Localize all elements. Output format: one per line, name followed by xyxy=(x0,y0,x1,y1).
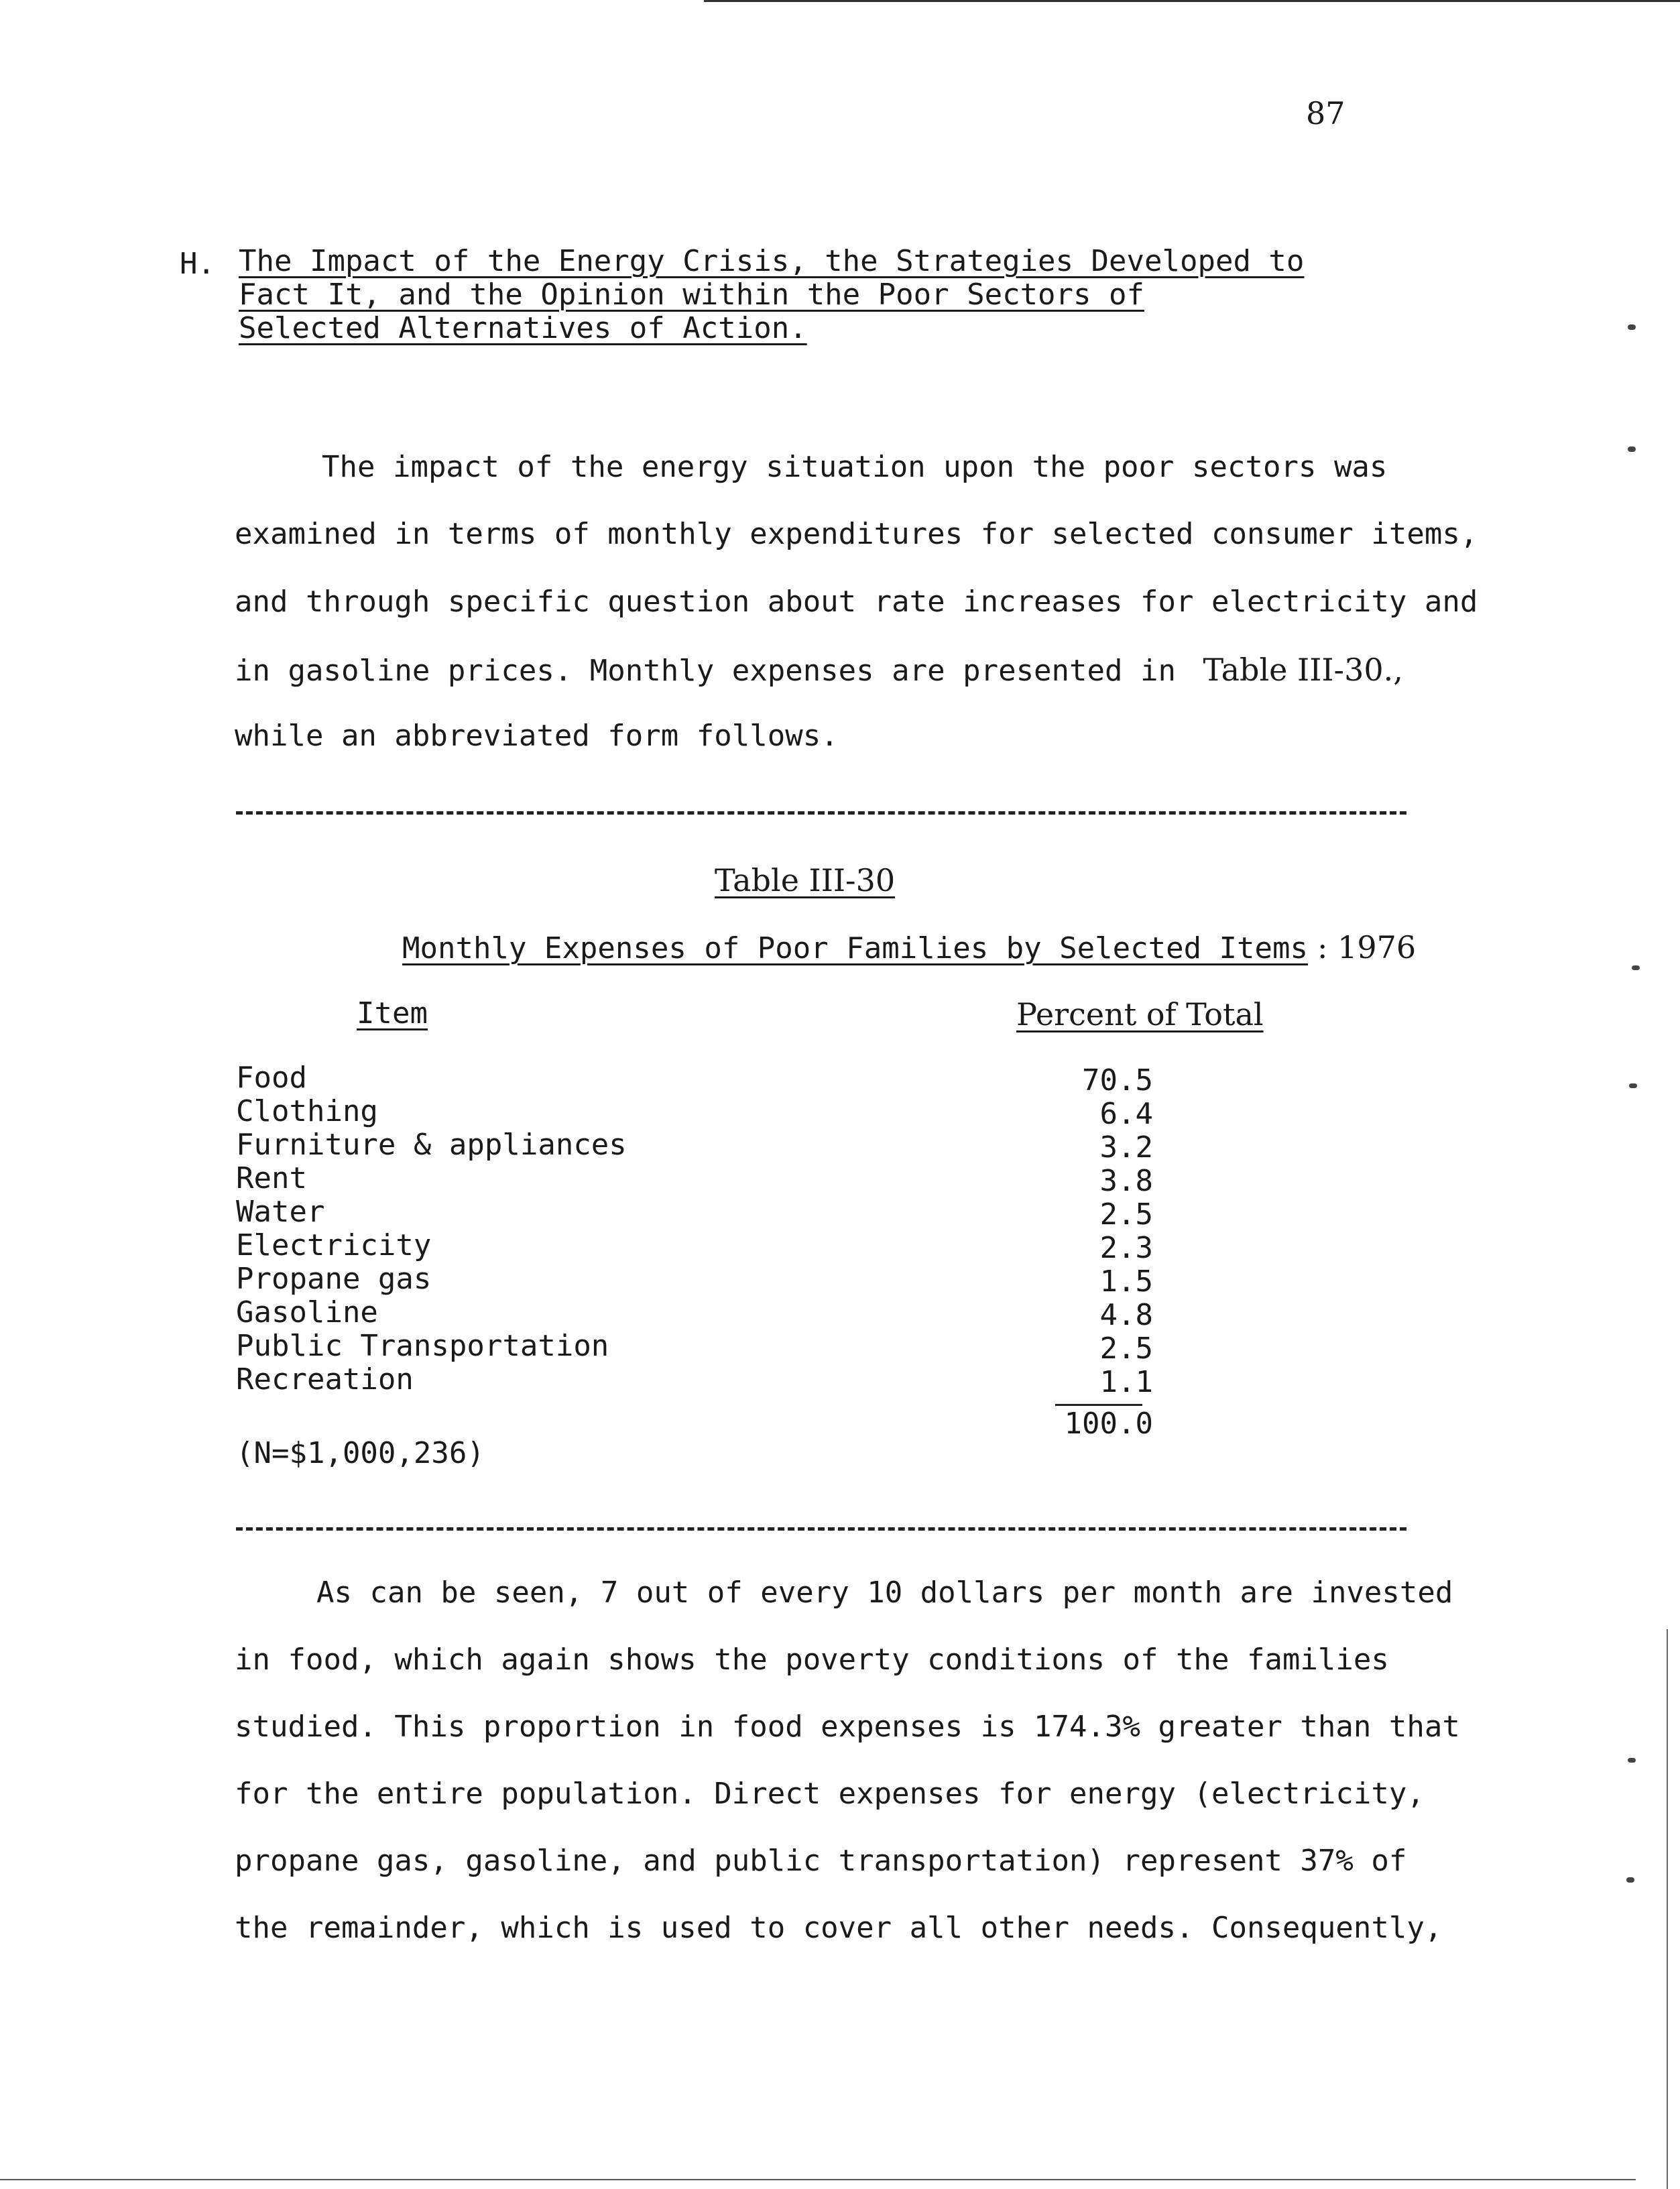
body-line-3: studied. This proportion in food expenses is 174.3% greater than that xyxy=(235,1710,1460,1744)
table-row-item: Recreation xyxy=(236,1362,414,1397)
table-row-value: 70.5 xyxy=(1082,1063,1153,1098)
table-row-item: Electricity xyxy=(236,1228,432,1262)
intro-line-3: and through specific question about rate increases for electricity and xyxy=(235,585,1478,619)
total-rule xyxy=(1055,1404,1142,1406)
body-line-1: As can be seen, 7 out of every 10 dollars per month are invested xyxy=(316,1576,1453,1610)
section-title-line-2: Fact It, and the Opinion within the Poor Sectors of xyxy=(239,278,1145,312)
table-row-item: Clothing xyxy=(236,1094,378,1128)
table-row-item: Furniture & appliances xyxy=(236,1128,627,1162)
margin-speck xyxy=(1629,1083,1637,1088)
column-header-item: Item xyxy=(357,996,428,1030)
intro-line-2: examined in terms of monthly expenditures for selected consumer items, xyxy=(235,517,1478,551)
body-line-2: in food, which again shows the poverty conditions of the families xyxy=(235,1643,1389,1677)
column-header-percent: Percent of Total xyxy=(1016,996,1264,1032)
table-row-value: 3.8 xyxy=(1099,1164,1153,1198)
table-row-value: 2.5 xyxy=(1099,1332,1153,1366)
margin-speck xyxy=(1628,447,1636,452)
margin-speck xyxy=(1632,965,1640,970)
table-row-value: 4.8 xyxy=(1099,1298,1153,1332)
bottom-border-line xyxy=(0,2179,1636,2180)
table-row-value: 1.5 xyxy=(1099,1264,1153,1299)
page-number: 87 xyxy=(1306,95,1345,131)
section-title-line-1: The Impact of the Energy Crisis, the Strategies Developed to xyxy=(239,244,1305,278)
body-line-6: the remainder, which is used to cover all other needs. Consequently, xyxy=(235,1911,1443,1945)
body-line-4: for the entire population. Direct expenses for energy (electricity, xyxy=(235,1777,1425,1811)
table-row-value: 2.3 xyxy=(1099,1231,1153,1265)
table-row-value: 6.4 xyxy=(1099,1097,1153,1131)
right-border-line xyxy=(1667,1629,1668,2189)
table-row-item: Food xyxy=(236,1061,307,1095)
margin-speck xyxy=(1628,1758,1636,1763)
table-row-value: 2.5 xyxy=(1099,1197,1153,1232)
table-row-item: Water xyxy=(236,1195,325,1229)
table-label: Table III-30 xyxy=(715,862,896,898)
section-title-line-3: Selected Alternatives of Action. xyxy=(239,311,807,345)
body-line-5: propane gas, gasoline, and public transportation) represent 37% of xyxy=(235,1844,1407,1878)
dashed-separator-top xyxy=(236,811,1406,815)
margin-speck xyxy=(1628,324,1636,330)
table-caption: Monthly Expenses of Poor Families by Selected Items : 1976 xyxy=(402,929,1417,965)
table-total-value: 100.0 xyxy=(1064,1407,1153,1441)
table-row-value: 3.2 xyxy=(1099,1130,1153,1165)
table-row-item: Rent xyxy=(236,1161,307,1195)
table-row-item: Public Transportation xyxy=(236,1329,609,1363)
section-letter: H. xyxy=(180,247,215,281)
table-row-item: Propane gas xyxy=(236,1262,432,1296)
margin-speck xyxy=(1626,1877,1634,1883)
intro-line-4: in gasoline prices. Monthly expenses are presented in Table III-30., xyxy=(235,652,1403,688)
dashed-separator-bottom xyxy=(236,1527,1406,1531)
intro-line-1: The impact of the energy situation upon the poor sectors was xyxy=(322,450,1388,484)
table-row-item: Gasoline xyxy=(236,1295,378,1329)
table-row-value: 1.1 xyxy=(1099,1365,1153,1399)
table-n-note: (N=$1,000,236) xyxy=(236,1436,485,1470)
intro-table-reference: Table III-30., xyxy=(1203,652,1403,688)
top-border-line xyxy=(704,0,1680,2)
intro-line-5: while an abbreviated form follows. xyxy=(235,719,839,753)
